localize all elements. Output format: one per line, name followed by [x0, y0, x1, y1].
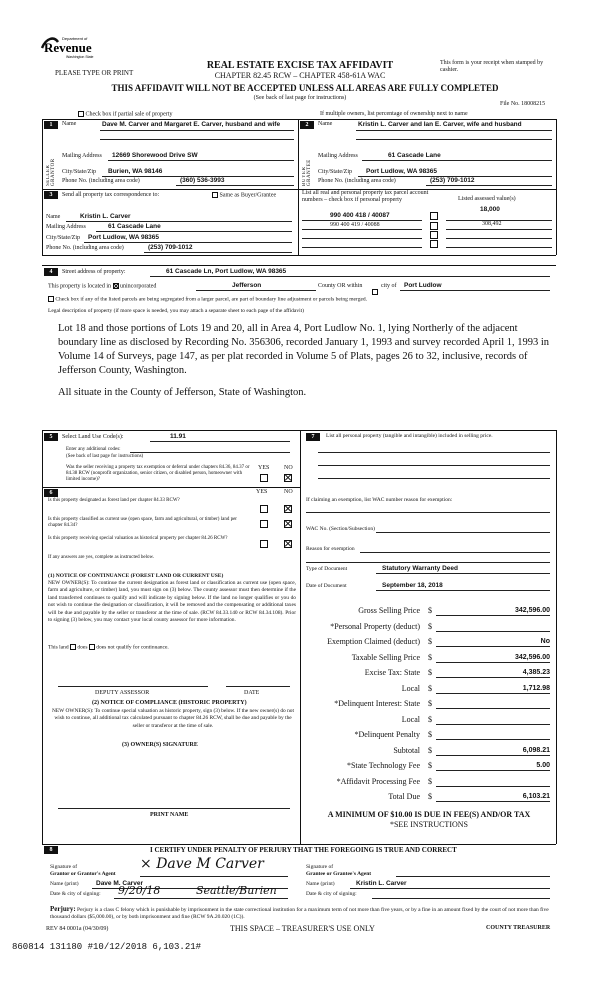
buyer-side-label: BUYER GRANTEE [302, 159, 312, 186]
parcel-value-2: 308,492 [482, 221, 502, 227]
does-qualify-checkbox[interactable] [70, 644, 76, 650]
owner-signature-label: (3) OWNER(S) SIGNATURE [122, 742, 198, 748]
notice2-title: (2) NOTICE OF COMPLIANCE (HISTORIC PROPERTY) [92, 700, 247, 706]
section-5-number: 5 [44, 433, 58, 441]
section-7-number: 7 [306, 433, 320, 441]
tax-row-label: Exemption Claimed (deduct) [327, 637, 420, 646]
section-2-number: 2 [300, 121, 314, 129]
grantee-sig-label: Signature of [306, 864, 334, 870]
corr-city: Port Ludlow, WA 98365 [88, 234, 160, 241]
same-as-buyer[interactable]: Same as Buyer/Grantee [212, 192, 276, 199]
corr-name: Kristin L. Carver [80, 213, 131, 220]
treasurer-only: THIS SPACE – TREASURER'S USE ONLY [230, 924, 375, 933]
correspondence-label: Send all property tax correspondence to: [62, 192, 160, 198]
tax-row-value: No [540, 638, 550, 645]
tax-row-value: 342,596.00 [514, 607, 550, 614]
current-use-no-checkbox[interactable] [284, 520, 292, 528]
logo-tag-text: Washington State [66, 55, 94, 59]
does-not-qualify-checkbox[interactable] [89, 644, 95, 650]
s6-no: NO [284, 489, 293, 495]
same-as-buyer-checkbox[interactable] [212, 192, 218, 198]
type-or-print: PLEASE TYPE OR PRINT [55, 69, 134, 77]
street-address: 61 Cascade Ln, Port Ludlow, WA 98365 [166, 268, 287, 275]
historic-no-checkbox[interactable] [284, 540, 292, 548]
grantee-agent-label: Grantee or Grantee's Agent [306, 871, 372, 877]
receipt-note: This form is your receipt when stamped by cashier. [440, 60, 544, 73]
seller-name: Dave M. Carver and Margaret E. Carver, husband and wife [102, 121, 281, 128]
print-name-label: PRINT NAME [150, 812, 189, 818]
see-back-note: (See back of last page for instructions) [253, 95, 347, 101]
parcel-3-personal-checkbox[interactable] [430, 231, 438, 239]
seller-exemption-question: Was the seller receiving a property tax exemption or deferral under chapters 84.36, 84.37 or 84.38 RCW (nonprofit organization, senior citizen, or disabled person, homeowner with limited income)? [66, 465, 250, 482]
parcel-value-1: 18,000 [480, 206, 500, 213]
form-title: REAL ESTATE EXCISE TAX AFFIDAVIT [206, 60, 394, 71]
parcel-2-personal-checkbox[interactable] [430, 222, 438, 230]
form-warning: THIS AFFIDAVIT WILL NOT BE ACCEPTED UNLESS ALL AREAS ARE FULLY COMPLETED [111, 83, 499, 93]
tax-row-dollar: $ [428, 792, 432, 801]
corr-mail-label: Mailing Address [46, 224, 86, 230]
city-checkbox[interactable] [372, 289, 378, 295]
city-name: Port Ludlow [404, 282, 442, 289]
tax-row-label: *Personal Property (deduct) [330, 622, 420, 631]
tax-row-value: 1,712.98 [522, 685, 550, 692]
parcel-1-personal-checkbox[interactable] [430, 212, 438, 220]
perjury-notice: Perjury: Perjury is a class C felony which is punishable by imprisonment in the state correctional institution for a maximum term of not more than five years, or by a fine in an amount fixed by the court of not more than five thousand dollars ($5,000.00), or by both imprisonment and fine (RCW 9A.20.020 (1C)). [50, 905, 549, 920]
form-chapter: CHAPTER 82.45 RCW – CHAPTER 458-61A WAC [214, 71, 386, 80]
tax-row-label: *State Technology Fee [346, 761, 420, 770]
section-6-number: 6 [44, 489, 58, 497]
tax-row-dollar: $ [428, 715, 432, 724]
county-or-label: County OR within [318, 283, 363, 289]
tax-row-value: 6,103.21 [522, 793, 550, 800]
logo-big-text: Revenue [44, 40, 92, 55]
notice1-title: (1) NOTICE OF CONTINUANCE (FOREST LAND OR CURRENT USE) [48, 573, 224, 579]
current-use-question: Is this property classified as current use (open space, farm and agricultural, or timber) land per chapter 84.34? [48, 517, 237, 528]
doc-date-label: Date of Document [306, 583, 347, 589]
deputy-assessor-label: DEPUTY ASSESSOR [95, 690, 150, 696]
section-8-number: 8 [44, 846, 58, 854]
corr-mail: 61 Cascade Lane [108, 223, 161, 230]
tax-row-dollar: $ [428, 668, 432, 677]
historic-question: Is this property receiving special valuation as historical property per chapter 84.26 RCW? [48, 536, 228, 541]
grantor-signature: × Dave M Carver [140, 856, 264, 872]
seller-exemption-yes-checkbox[interactable] [260, 474, 268, 482]
grantor-city: Seattle/Burien [196, 884, 277, 897]
forest-yes-checkbox[interactable] [260, 505, 268, 513]
grantee-name: Kristin L. Carver [356, 880, 407, 887]
notice2-text: NEW OWNER(S): To continue special valuation as historic property, sign (3) below. If the new owner(s) do not wish to continue, all additional tax calculated pursuant to chapter 84.26 RCW, shall be due and payable by the seller or transferor at the time of sale. [52, 708, 294, 729]
exemption-claim-label: If claiming an exemption, list WAC number reason for exemption: [306, 497, 453, 503]
tax-row-label: *Affidavit Processing Fee [336, 777, 420, 786]
doc-type: Statutory Warranty Deed [382, 565, 458, 572]
assessed-header: Listed assessed value(s) [458, 196, 516, 202]
personal-property-label: List all personal property (tangible and intangible) included in selling price. [326, 433, 493, 439]
buyer-phone-label: Phone No. (including area code) [318, 178, 396, 184]
street-label: Street address of property: [62, 269, 126, 275]
tax-row-dollar: $ [428, 606, 432, 615]
seller-exemption-no-checkbox[interactable] [284, 474, 292, 482]
buyer-city: Port Ludlow, WA 98365 [366, 168, 438, 175]
logo-small-text: Department of [62, 36, 88, 41]
reason-label: Reason for exemption [306, 546, 355, 552]
tax-row-dollar: $ [428, 761, 432, 770]
segregated-checkbox[interactable] [48, 296, 54, 302]
buyer-mail-label: Mailing Address [318, 153, 358, 159]
tax-row-label: *Delinquent Penalty [354, 730, 420, 739]
seller-side-label: SELLER GRANTOR [46, 158, 56, 186]
parcels-header: List all real and personal property tax parcel account numbers – check box if personal property [302, 190, 429, 203]
tax-row-dollar: $ [428, 730, 432, 739]
unincorporated-checkbox[interactable] [113, 283, 119, 289]
section-1-number: 1 [44, 121, 58, 129]
forest-question: Is this property designated as forest land per chapter 84.33 RCW? [48, 498, 180, 503]
tax-row-dollar: $ [428, 777, 432, 786]
current-use-yes-checkbox[interactable] [260, 520, 268, 528]
tax-row-dollar: $ [428, 684, 432, 693]
seller-city: Burien, WA 98146 [108, 168, 163, 175]
seller-mail-label: Mailing Address [62, 153, 102, 159]
tax-row-label: Gross Selling Price [358, 606, 420, 615]
s6-yes: YES [256, 489, 268, 495]
tax-row-label: Total Due [388, 792, 420, 801]
corr-city-label: City/State/Zip [46, 235, 80, 241]
land-use-label: Select Land Use Code(s): [62, 434, 124, 440]
corr-name-label: Name [46, 214, 61, 220]
deputy-date-label: DATE [244, 690, 260, 696]
doc-type-label: Type of Document [306, 566, 348, 572]
s5-yes: YES [258, 465, 270, 471]
tax-row-label: Taxable Selling Price [351, 653, 420, 662]
additional-codes-label: Enter any additional codes: [66, 447, 121, 452]
s5-no: NO [284, 465, 293, 471]
answers-note: If any answers are yes, complete as instructed below. [48, 555, 155, 560]
tax-row-value: 4,385.23 [522, 669, 550, 676]
continuance-row: This land does does not qualify for continuance. [48, 644, 169, 651]
tax-row-label: *Delinquent Interest: State [334, 699, 420, 708]
buyer-mail: 61 Cascade Lane [388, 152, 441, 159]
tax-row-label: Local [401, 684, 420, 693]
multiple-owners-note: If multiple owners, list percentage of ownership next to name [320, 111, 468, 117]
seller-phone-label: Phone No. (including area code) [62, 178, 140, 184]
tax-row-value: 342,596.00 [514, 654, 550, 661]
seller-city-label: City/State/Zip [62, 169, 96, 175]
tax-row-value: 6,098.21 [522, 747, 550, 754]
parcel-4-personal-checkbox[interactable] [430, 240, 438, 248]
city-of-label: city of [381, 283, 397, 289]
tax-row-dollar: $ [428, 699, 432, 708]
legal-description: Lot 18 and those portions of Lots 19 and 20, all in Area 4, Port Ludlow No. 1, lying Northerly of the adjacent boundary line as disclosed by Recording No. 356306, recorded January 1, 1993 and survey recorded April 1, 1993 in Volume 14 of Surveys, page 147, as per plat recorded in Volume 5 of Plats, pages 26 to 32, inclusive, records of Jefferson County, Washington. [58, 323, 550, 376]
section-3-number: 3 [44, 191, 58, 199]
tax-row-label: Excise Tax: State [364, 668, 420, 677]
treasurer-stamp: 860814 131180 #10/12/2018 6,103.21# [12, 942, 202, 952]
tax-row-label: Local [401, 715, 420, 724]
section5-see-back: (See back of last page for instructions) [66, 454, 144, 459]
grantor-sig-label: Signature of [50, 864, 78, 870]
grantee-name-label: Name (print) [306, 881, 335, 887]
partial-sale-checkbox[interactable] [78, 111, 84, 117]
located-row: This property is located in unincorporated [48, 283, 157, 290]
county-treasurer: COUNTY TREASURER [486, 925, 551, 931]
buyer-name-label: Name [318, 121, 333, 127]
logo-swoosh-icon [40, 32, 110, 60]
corr-phone-label: Phone No. (including area code) [46, 245, 124, 251]
notice1-text: NEW OWNER(S): To continue the current designation as forest land or classification as current use (open space, farm and agriculture, or timber) land, you must sign on (3) below. The county assessor must then determine if the land transferred continues to qualify and will indicate by signing below. If the land no longer qualifies or you do not wish to continue the designation or classification, it will be removed and the compensating or additional taxes will be due and payable by the seller or transferor at the time of sale. (RCW 84.33.140 or RCW 84.34.108). Prior to signing (3) below, you may contact your local county assessor for more information. [48, 580, 296, 624]
buyer-phone: (253) 709-1012 [430, 177, 475, 184]
file-no: File No. 18008215 [500, 101, 546, 107]
tax-row-dollar: $ [428, 637, 432, 646]
tax-row-value: 5.00 [536, 762, 550, 769]
rev-number: REV 84 0001a (04/30/09) [46, 926, 109, 932]
legal-description-2: All situate in the County of Jefferson, State of Washington. [58, 387, 307, 398]
segregated-row[interactable]: Check box if any of the listed parcels are being segregated from a larger parcel, are part of boundary line adjustment or parcels being merged. [48, 296, 558, 303]
land-use-code: 11.91 [170, 433, 186, 440]
grantee-date-label: Date & city of signing: [306, 891, 357, 897]
minimum-fee-note: A MINIMUM OF $10.00 IS DUE IN FEE(S) AND/OR TAX [327, 810, 531, 819]
tax-row-dollar: $ [428, 653, 432, 662]
historic-yes-checkbox[interactable] [260, 540, 268, 548]
parcel-number-1: 990 400 418 / 40087 [330, 212, 390, 219]
grantor-date: 9/20/18 [118, 884, 161, 897]
see-instructions-note: *SEE INSTRUCTIONS [389, 820, 468, 829]
section-4-number: 4 [44, 268, 58, 276]
forest-no-checkbox[interactable] [284, 505, 292, 513]
county-name: Jefferson [232, 282, 262, 289]
parcel-number-2: 990 400 419 / 40088 [330, 222, 380, 228]
tax-row-dollar: $ [428, 622, 432, 631]
certify-statement: I CERTIFY UNDER PENALTY OF PERJURY THAT THE FOREGOING IS TRUE AND CORRECT [150, 846, 457, 854]
grantor-agent-label: Grantor or Grantor's Agent [50, 871, 116, 877]
revenue-logo [40, 32, 110, 60]
tax-row-dollar: $ [428, 746, 432, 755]
buyer-name: Kristin L. Carver and Ian E. Carver, wife and husband [358, 121, 522, 128]
wac-label: WAC No. (Section/Subsection) [306, 526, 375, 532]
seller-name-label: Name [62, 121, 77, 127]
corr-phone: (253) 709-1012 [148, 244, 193, 251]
grantor-date-label: Date & city of signing: [50, 891, 101, 897]
buyer-city-label: City/State/Zip [318, 169, 352, 175]
doc-date: September 18, 2018 [382, 582, 443, 589]
tax-row-label: Subtotal [393, 746, 420, 755]
seller-phone: (360) 536-3993 [180, 177, 225, 184]
grantor-name: Dave M. Carver [96, 880, 143, 887]
partial-sale-check[interactable]: Check box if partial sale of property [78, 111, 172, 118]
legal-label: Legal description of property (if more space is needed, you may attach a separate sheet to each page of the affidavit) [48, 308, 304, 314]
seller-mail: 12669 Shorewood Drive SW [112, 152, 198, 159]
grantor-name-label: Name (print) [50, 881, 79, 887]
